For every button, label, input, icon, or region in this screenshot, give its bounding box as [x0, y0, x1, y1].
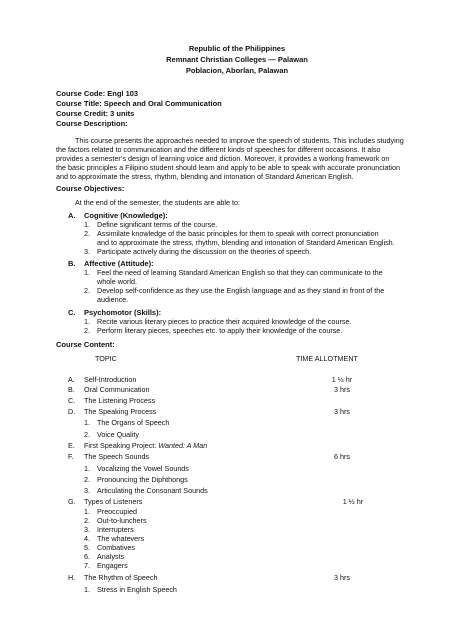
course-credit: Course Credit: 3 units — [56, 109, 135, 118]
topic-time: 1 ½ hr — [331, 375, 353, 384]
subtopic-number: 3. — [84, 486, 90, 495]
description-line: the basic principles a Filipino student should learn and apply to be able to speak with accurate pronunciation — [56, 163, 401, 172]
topic-label: The Listening Process — [84, 396, 156, 405]
topic-label: The Speaking Process — [84, 407, 157, 416]
topic-label: Self-Introduction — [84, 375, 137, 384]
topic-time: 1 ½ hr — [342, 497, 364, 506]
objective-letter: C. — [68, 308, 76, 317]
topic-letter: G. — [68, 497, 76, 506]
objective-item-continued: whole world. — [97, 277, 137, 286]
subtopic-number: 5. — [84, 543, 90, 552]
subtopic-number: 3. — [84, 525, 90, 534]
item-number: 2. — [84, 326, 90, 335]
objective-item-continued: and to approximate the stress, rhythm, blending and intonation of Standard American English. — [97, 238, 395, 247]
topic-letter: D. — [68, 407, 76, 416]
item-number: 3. — [84, 247, 90, 256]
subtopic-label: Stress in English Speech — [97, 585, 177, 594]
subtopic-label: Analysts — [97, 552, 125, 561]
objective-cognitive-label: Cognitive (Knowledge): — [84, 211, 168, 220]
subtopic-label: The whatevers — [97, 534, 145, 543]
subtopic-number: 1. — [84, 507, 90, 516]
course-code: Course Code: Engl 103 — [56, 89, 139, 98]
content-heading: Course Content: — [56, 340, 115, 349]
objective-letter: A. — [68, 211, 76, 220]
item-number: 2. — [84, 286, 90, 295]
description-line: and to approximate the stress, rhythm, blending and intonation of Standard American English. — [56, 172, 354, 181]
subtopic-label: Vocalizing the Vowel Sounds — [97, 464, 189, 473]
objective-item: Perform literary pieces, speeches etc. to apply their knowledge of the course. — [97, 326, 343, 335]
item-number: 1. — [84, 220, 90, 229]
course-description-label: Course Description: — [56, 119, 128, 128]
topic-letter: B. — [68, 385, 75, 394]
course-title: Course Title: Speech and Oral Communication — [56, 99, 222, 108]
objective-item: Develop self-confidence as they use the English language and as they stand in front of the — [97, 286, 385, 295]
header-republic: Republic of the Philippines — [188, 44, 286, 53]
item-number: 1. — [84, 268, 90, 277]
header-address: Poblacion, Aborlan, Palawan — [185, 66, 289, 75]
subtopic-label: Articulating the Consonant Sounds — [97, 486, 208, 495]
objective-item: Recite various literary pieces to practice their acquired knowledge of the course. — [97, 317, 352, 326]
header-college: Remnant Christian Colleges — Palawan — [166, 55, 308, 64]
subtopic-number: 2. — [84, 475, 90, 484]
topic-letter: E. — [68, 441, 75, 450]
subtopic-label: Out-to-lunchers — [97, 516, 147, 525]
topic-label: The Rhythm of Speech — [84, 573, 158, 582]
objective-item: Assimilate knowledge of the basic principles for them to speak with correct pronunciation — [97, 229, 379, 238]
topic-time: 3 hrs — [334, 573, 350, 582]
description-line: provides a semester’s design of learning voice and diction. Moreover, it provides a working framework on — [56, 154, 390, 163]
description-line: the factors related to communication and the different kinds of speeches for different occasions. It also — [56, 145, 381, 154]
topic-label — [84, 442, 207, 449]
topic-time: 6 hrs — [334, 452, 350, 461]
subtopic-number: 4. — [84, 534, 90, 543]
topic-label: The Speech Sounds — [84, 452, 150, 461]
topic-label: Oral Communication — [84, 385, 150, 394]
subtopic-label: Pronouncing the Diphthongs — [97, 475, 188, 484]
subtopic-label: Preoccupied — [97, 507, 137, 516]
objectives-intro: At the end of the semester, the students are able to: — [75, 198, 241, 207]
column-header-time: TIME ALLOTMENT — [296, 354, 358, 363]
topic-label-italic: Wanted: A Man — [158, 441, 208, 450]
objective-item-continued: audience. — [97, 295, 129, 304]
item-number: 2. — [84, 229, 90, 238]
topic-time: 3 hrs — [334, 385, 350, 394]
objective-letter: B. — [68, 259, 76, 268]
subtopic-number: 2. — [84, 516, 90, 525]
objectives-heading: Course Objectives: — [56, 184, 125, 193]
subtopic-number: 1. — [84, 418, 90, 427]
subtopic-label: The Organs of Speech — [97, 418, 170, 427]
subtopic-label: Voice Quality — [97, 430, 139, 439]
column-header-topic: TOPIC — [95, 354, 117, 363]
subtopic-number: 7. — [84, 561, 90, 570]
subtopic-label: Interrupters — [97, 525, 134, 534]
objective-psychomotor-label: Psychomotor (Skills): — [84, 308, 162, 317]
topic-label: Types of Listeners — [84, 497, 143, 506]
objective-item: Feel the need of learning Standard American English so that they can communicate to the — [97, 268, 383, 277]
description-line: This course presents the approaches needed to improve the speech of students. This includes studying — [75, 136, 404, 145]
subtopic-label: Combatives — [97, 543, 135, 552]
subtopic-number: 1. — [84, 585, 90, 594]
objective-affective-label: Affective (Attitude): — [84, 259, 154, 268]
subtopic-number: 2. — [84, 430, 90, 439]
topic-label-text: First Speaking Project: — [84, 441, 159, 450]
topic-letter: F. — [68, 452, 74, 461]
topic-time: 3 hrs — [334, 407, 350, 416]
topic-letter: H. — [68, 573, 76, 582]
topic-letter: C. — [68, 396, 76, 405]
item-number: 1. — [84, 317, 90, 326]
subtopic-number: 1. — [84, 464, 90, 473]
subtopic-number: 6. — [84, 552, 90, 561]
topic-letter: A. — [68, 375, 75, 384]
objective-item: Participate actively during the discussion on the theories of speech. — [97, 247, 312, 256]
objective-item: Define significant terms of the course. — [97, 220, 218, 229]
subtopic-label: Engagers — [97, 561, 128, 570]
